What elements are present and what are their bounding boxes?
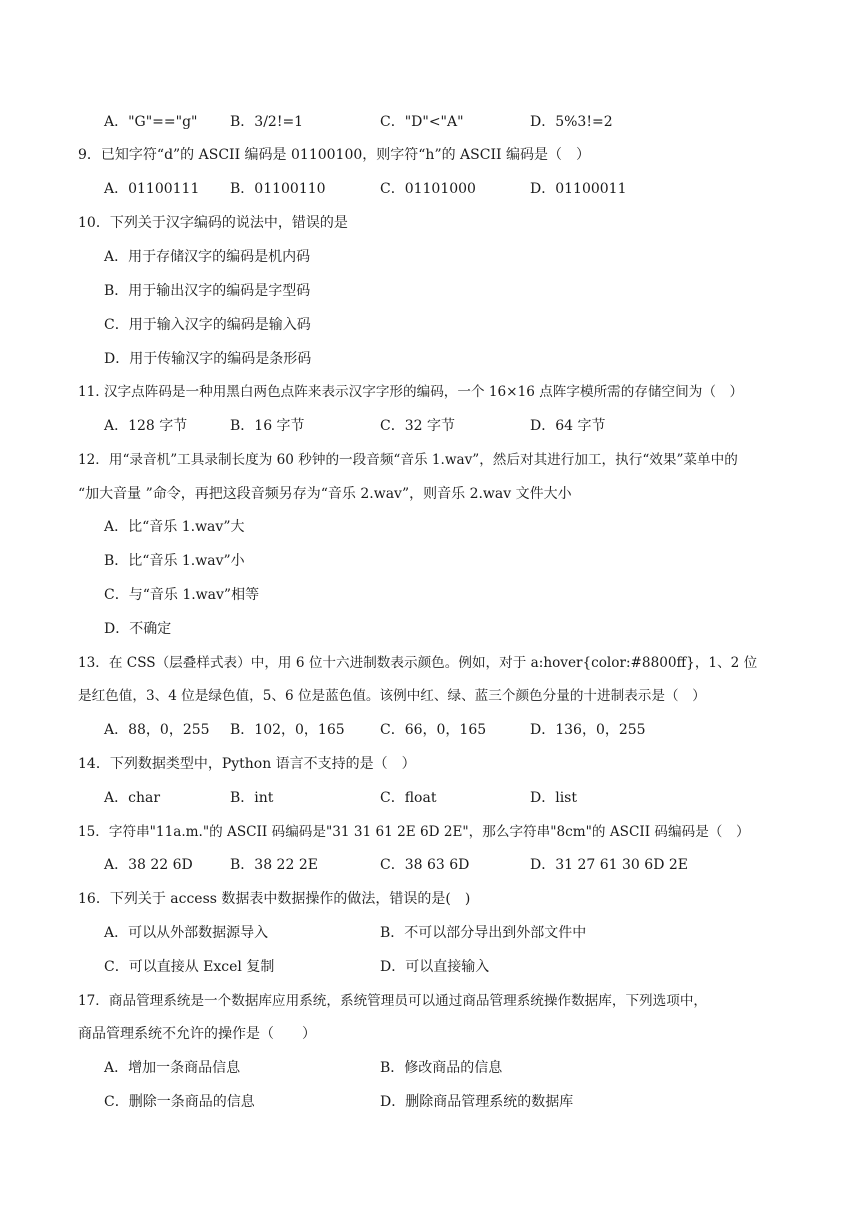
q14-option-c: C．float xyxy=(380,790,437,806)
q12-option-d: D．不确定 xyxy=(104,621,172,637)
q10-option-b: B．用于输出汉字的编码是字型码 xyxy=(104,283,311,299)
q15-option-d: D．31 27 61 30 6D 2E xyxy=(530,857,688,873)
q17-option-d: D．删除商品管理系统的数据库 xyxy=(380,1094,574,1110)
q14-option-a: A．char xyxy=(104,790,161,806)
q13-option-c: C．66，0，165 xyxy=(380,722,487,738)
q11-option-a: A．128 字节 xyxy=(104,418,188,434)
q9-option-c: C．01101000 xyxy=(380,181,476,197)
q9-option-a: A．01100111 xyxy=(104,181,200,197)
q10-option-a: A．用于存储汉字的编码是机内码 xyxy=(104,249,311,265)
q17-option-c: C．删除一条商品的信息 xyxy=(104,1094,255,1110)
q8-option-b: B．3/2!=1 xyxy=(230,114,304,130)
q16-option-d: D．可以直接输入 xyxy=(380,959,490,975)
q17-option-a: A．增加一条商品信息 xyxy=(104,1060,241,1076)
q17-option-b: B．修改商品的信息 xyxy=(380,1060,503,1076)
q12-option-b: B．比“音乐 1.wav”小 xyxy=(104,553,245,569)
q11-option-b: B．16 字节 xyxy=(230,418,305,434)
question-16-stem: 16．下列关于 access 数据表中数据操作的做法，错误的是( ) xyxy=(78,891,471,907)
q11-option-d: D．64 字节 xyxy=(530,418,606,434)
q15-option-c: C．38 63 6D xyxy=(380,857,470,873)
question-13-stem-line-2: 是红色值，3、4 位是绿色值，5、6 位是蓝色值。该例中红、绿、蓝三个颜色分量的十进制表示是（ ） xyxy=(78,688,706,704)
q15-option-a: A．38 22 6D xyxy=(104,857,193,873)
question-15-stem: 15．字符串"11a.m."的 ASCII 码编码是"31 31 61 2E 6D 2E"，那么字符串"8cm"的 ASCII 码编码是（ ） xyxy=(78,824,750,840)
question-10-stem: 10．下列关于汉字编码的说法中，错误的是 xyxy=(78,215,348,231)
q16-option-c: C．可以直接从 Excel 复制 xyxy=(104,959,275,975)
q8-option-d: D．5%3!=2 xyxy=(530,114,613,130)
question-17-stem-line-2: 商品管理系统不允许的操作是（ ） xyxy=(78,1026,316,1042)
question-14-stem: 14．下列数据类型中，Python 语言不支持的是（ ） xyxy=(78,756,416,772)
q14-option-b: B．int xyxy=(230,790,274,806)
q8-option-a: A．"G"=="g" xyxy=(104,114,198,130)
q9-option-b: B．01100110 xyxy=(230,181,326,197)
question-12-stem-line-2: “加大音量 ”命令，再把这段音频另存为“音乐 2.wav”，则音乐 2.wav 文件大小 xyxy=(78,486,572,502)
q10-option-d: D．用于传输汉字的编码是条形码 xyxy=(104,351,312,367)
q8-option-c: C．"D"<"A" xyxy=(380,114,464,130)
q15-option-b: B．38 22 2E xyxy=(230,857,318,873)
question-17-stem-line-1: 17．商品管理系统是一个数据库应用系统，系统管理员可以通过商品管理系统操作数据库，下列选项中， xyxy=(78,993,708,1009)
q9-option-d: D．01100011 xyxy=(530,181,627,197)
q16-option-a: A．可以从外部数据源导入 xyxy=(104,925,269,941)
q14-option-d: D．list xyxy=(530,790,577,806)
q12-option-c: C．与“音乐 1.wav”相等 xyxy=(104,587,260,603)
question-11-stem: 11. 汉字点阵码是一种用黑白两色点阵来表示汉字字形的编码，一个 16×16 点阵字模所需的存储空间为（ ） xyxy=(78,384,744,400)
q13-option-a: A．88，0，255 xyxy=(104,722,210,738)
q12-option-a: A．比“音乐 1.wav”大 xyxy=(104,519,245,535)
q11-option-c: C．32 字节 xyxy=(380,418,455,434)
q10-option-c: C．用于输入汉字的编码是输入码 xyxy=(104,317,311,333)
q13-option-b: B．102，0，165 xyxy=(230,722,345,738)
question-9-stem: 9．已知字符“d”的 ASCII 编码是 01100100，则字符“h”的 ASCII 编码是（ ） xyxy=(78,147,590,163)
question-12-stem-line-1: 12．用“录音机”工具录制长度为 60 秒钟的一段音频“音乐 1.wav”，然后对其进行加工，执行“效果”菜单中的 xyxy=(78,452,738,468)
q16-option-b: B．不可以部分导出到外部文件中 xyxy=(380,925,587,941)
q13-option-d: D．136，0，255 xyxy=(530,722,646,738)
question-13-stem-line-1: 13．在 CSS（层叠样式表）中，用 6 位十六进制数表示颜色。例如，对于 a:hover{color:#8800ff}，1、2 位 xyxy=(78,655,758,671)
